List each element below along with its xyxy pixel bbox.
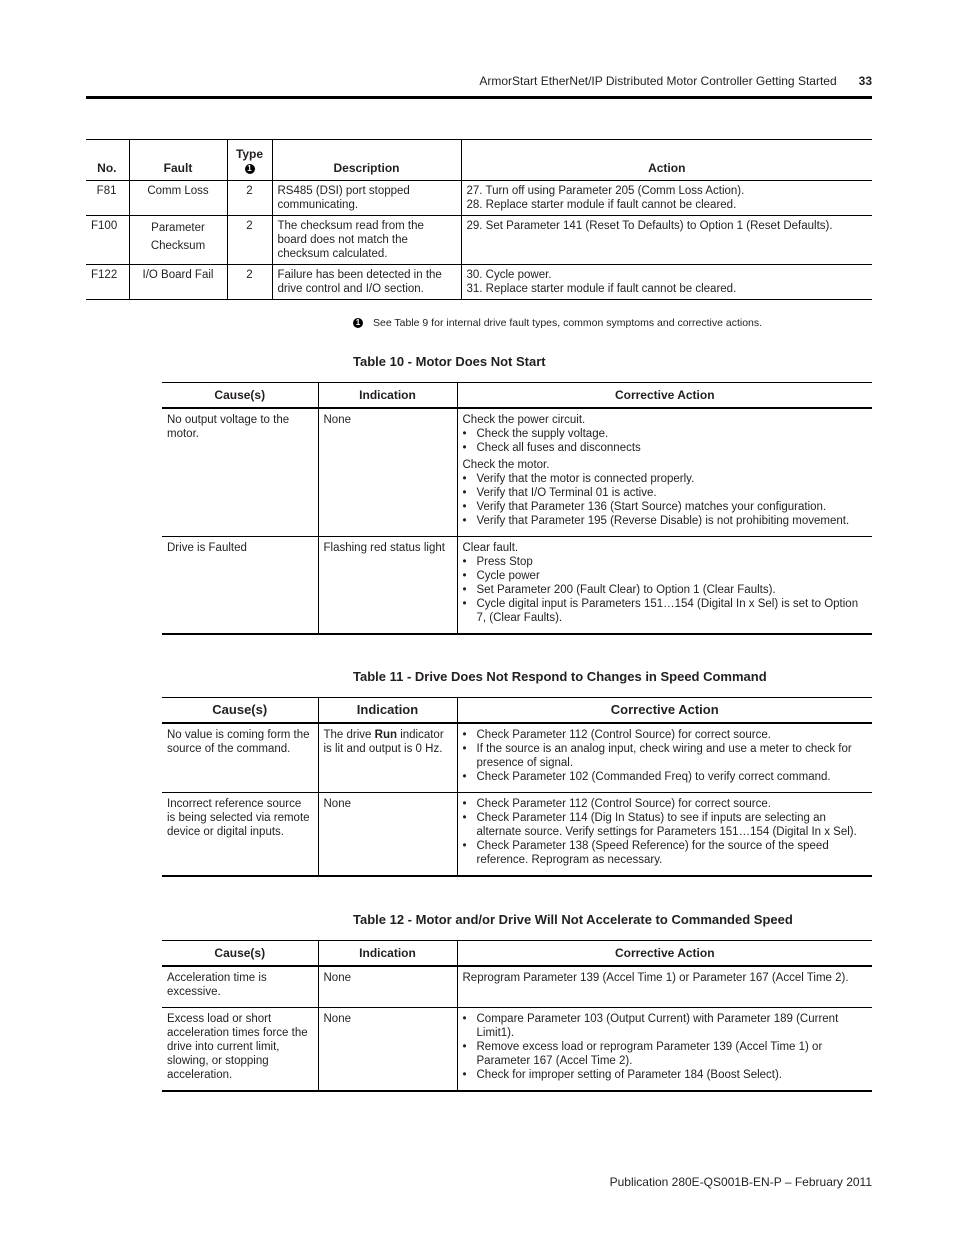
list-item: • Check Parameter 112 (Control Source) for correct source. xyxy=(463,728,868,742)
fault-description: RS485 (DSI) port stopped communicating. xyxy=(272,181,461,216)
action-step: 28. Replace starter module if fault cannot be cleared. xyxy=(466,199,737,211)
table-11 xyxy=(162,697,872,877)
col-header-no: No. xyxy=(86,140,129,181)
col-header-cause: Cause(s) xyxy=(162,383,318,409)
corrective-action-cell xyxy=(457,537,872,635)
action-lead: Check the power circuit. xyxy=(462,414,586,426)
bullet-list xyxy=(463,797,868,867)
col-header-corrective-action: Corrective Action xyxy=(457,941,872,967)
table-row xyxy=(86,265,872,300)
table-10 xyxy=(162,382,872,635)
action-lead: Check the motor. xyxy=(462,459,550,471)
fault-table-header-row xyxy=(86,140,872,181)
action-step: 27. Turn off using Parameter 205 (Comm Loss Action). xyxy=(466,185,745,197)
list-item: • Verify that Parameter 136 (Start Source) matches your configuration. xyxy=(463,500,868,514)
type-label: Type xyxy=(235,147,264,161)
list-item: • Check all fuses and disconnects xyxy=(463,441,868,455)
cause-cell: Drive is Faulted xyxy=(162,537,318,635)
table-11-title: Table 11 - Drive Does Not Respond to Changes in Speed Command xyxy=(353,669,767,684)
cause-cell: Acceleration time is excessive. xyxy=(167,972,267,998)
cause-cell: No value is coming form the source of the command. xyxy=(167,729,310,755)
col-header-corrective-action: Corrective Action xyxy=(457,383,872,409)
table-row xyxy=(162,537,872,635)
corrective-action-cell xyxy=(457,793,872,877)
header-title: ArmorStart EtherNet/IP Distributed Motor Controller Getting Started xyxy=(479,74,837,88)
list-item: • Check the supply voltage. xyxy=(463,427,868,441)
fault-description: Failure has been detected in the drive control and I/O section. xyxy=(272,265,461,300)
list-item: • Check for improper setting of Parameter 184 (Boost Select). xyxy=(463,1068,868,1082)
table-12-header-row xyxy=(162,941,872,967)
table-row xyxy=(162,408,872,537)
list-item: • Compare Parameter 103 (Output Current) with Parameter 189 (Current Limit1). xyxy=(463,1012,868,1040)
table-row xyxy=(162,966,872,1008)
bullet-list xyxy=(463,728,868,784)
table-10-header-row xyxy=(162,383,872,409)
list-item: • Verify that Parameter 195 (Reverse Disable) is not prohibiting movement. xyxy=(463,514,868,528)
fault-table xyxy=(86,139,872,300)
list-item: • If the source is an analog input, check wiring and use a meter to check for presence of signal. xyxy=(463,742,868,770)
indication-cell xyxy=(318,723,457,793)
col-header-indication: Indication xyxy=(318,941,457,967)
fault-number: F100 xyxy=(86,216,129,265)
action-step: 30. Cycle power. xyxy=(466,269,552,281)
fault-name: Parameter Checksum xyxy=(129,216,227,265)
col-header-cause: Cause(s) xyxy=(162,941,318,967)
fault-name: Comm Loss xyxy=(129,181,227,216)
table-12-title: Table 12 - Motor and/or Drive Will Not Accelerate to Commanded Speed xyxy=(353,912,793,927)
table-row xyxy=(162,723,872,793)
col-header-fault: Fault xyxy=(129,140,227,181)
col-header-description: Description xyxy=(272,140,461,181)
publication-footer: Publication 280E-QS001B-EN-P – February 2011 xyxy=(609,1175,872,1189)
footnote-text: See Table 9 for internal drive fault types, common symptoms and corrective actions. xyxy=(373,317,763,329)
corrective-action-cell xyxy=(457,723,872,793)
table-row xyxy=(86,181,872,216)
list-item: • Check Parameter 102 (Commanded Freq) to verify correct command. xyxy=(463,770,868,784)
action-block xyxy=(463,413,868,455)
fault-action xyxy=(461,181,872,216)
table-row xyxy=(162,1008,872,1092)
fault-type: 2 xyxy=(227,265,272,300)
bullet-list xyxy=(463,472,868,528)
list-item: • Check Parameter 114 (Dig In Status) to see if inputs are selecting an alternate source. Verify settings for Parameters 151…154 (Digital In x Sel). xyxy=(463,811,868,839)
footnote-marker: 1 xyxy=(353,318,363,328)
action-step: 29. Set Parameter 141 (Reset To Defaults) to Option 1 (Reset Defaults). xyxy=(466,220,833,232)
col-header-action: Action xyxy=(461,140,872,181)
run-indicator-label: Run xyxy=(374,729,397,741)
fault-action xyxy=(461,216,872,265)
indication-cell: None xyxy=(318,966,457,1008)
indication-cell: None xyxy=(318,793,457,877)
indication-cell: Flashing red status light xyxy=(318,537,457,635)
table-12 xyxy=(162,940,872,1092)
table-footnote xyxy=(353,316,762,330)
col-header-indication: Indication xyxy=(318,698,457,724)
action-block xyxy=(463,541,868,625)
col-header-corrective-action: Corrective Action xyxy=(457,698,872,724)
table-row xyxy=(162,793,872,877)
fault-type: 2 xyxy=(227,181,272,216)
action-block xyxy=(463,458,868,528)
indication-text: The drive xyxy=(323,729,375,741)
col-header-cause: Cause(s) xyxy=(162,698,318,724)
list-item: • Cycle digital input is Parameters 151…154 (Digital In x Sel) is set to Option 7, (Clear Faults). xyxy=(463,597,868,625)
action-step: 31. Replace starter module if fault cannot be cleared. xyxy=(466,283,737,295)
indication-text: indicator is lit and output is 0 Hz. xyxy=(323,729,444,755)
page-number: 33 xyxy=(858,74,872,88)
fault-action xyxy=(461,265,872,300)
bullet-list xyxy=(463,1012,868,1082)
table-11-header-row xyxy=(162,698,872,724)
running-header xyxy=(86,74,872,94)
col-header-type xyxy=(227,140,272,181)
list-item: • Cycle power xyxy=(463,569,868,583)
list-item: • Verify that I/O Terminal 01 is active. xyxy=(463,486,868,500)
fault-type: 2 xyxy=(227,216,272,265)
list-item: • Press Stop xyxy=(463,555,868,569)
list-item: • Check Parameter 138 (Speed Reference) for the source of the speed reference. Reprogram as necessary. xyxy=(463,839,868,867)
list-item: • Set Parameter 200 (Fault Clear) to Option 1 (Clear Faults). xyxy=(463,583,868,597)
fault-number: F81 xyxy=(86,181,129,216)
cause-cell: No output voltage to the motor. xyxy=(167,414,290,440)
list-item: • Verify that the motor is connected properly. xyxy=(463,472,868,486)
footnote-marker: 1 xyxy=(245,164,255,174)
fault-description: The checksum read from the board does not match the checksum calculated. xyxy=(272,216,461,265)
cause-cell: Incorrect reference source is being selected via remote device or digital inputs. xyxy=(162,793,318,877)
fault-number: F122 xyxy=(86,265,129,300)
table-10-title: Table 10 - Motor Does Not Start xyxy=(353,354,546,369)
bullet-list xyxy=(463,427,868,455)
cause-cell: Excess load or short acceleration times force the drive into current limit, slowing, or stopping acceleration. xyxy=(162,1008,318,1092)
corrective-action-cell xyxy=(457,1008,872,1092)
table-row xyxy=(86,216,872,265)
list-item: • Remove excess load or reprogram Parameter 139 (Accel Time 1) or Parameter 167 (Accel Time 2). xyxy=(463,1040,868,1068)
action-lead: Clear fault. xyxy=(462,542,519,554)
bullet-list xyxy=(463,555,868,625)
col-header-indication: Indication xyxy=(318,383,457,409)
corrective-action-cell: Reprogram Parameter 139 (Accel Time 1) or Parameter 167 (Accel Time 2). xyxy=(457,966,872,1008)
fault-name: I/O Board Fail xyxy=(129,265,227,300)
corrective-action-cell xyxy=(457,408,872,537)
indication-cell: None xyxy=(318,1008,457,1092)
header-rule xyxy=(86,96,872,99)
list-item: • Check Parameter 112 (Control Source) for correct source. xyxy=(463,797,868,811)
indication-cell: None xyxy=(318,408,457,537)
